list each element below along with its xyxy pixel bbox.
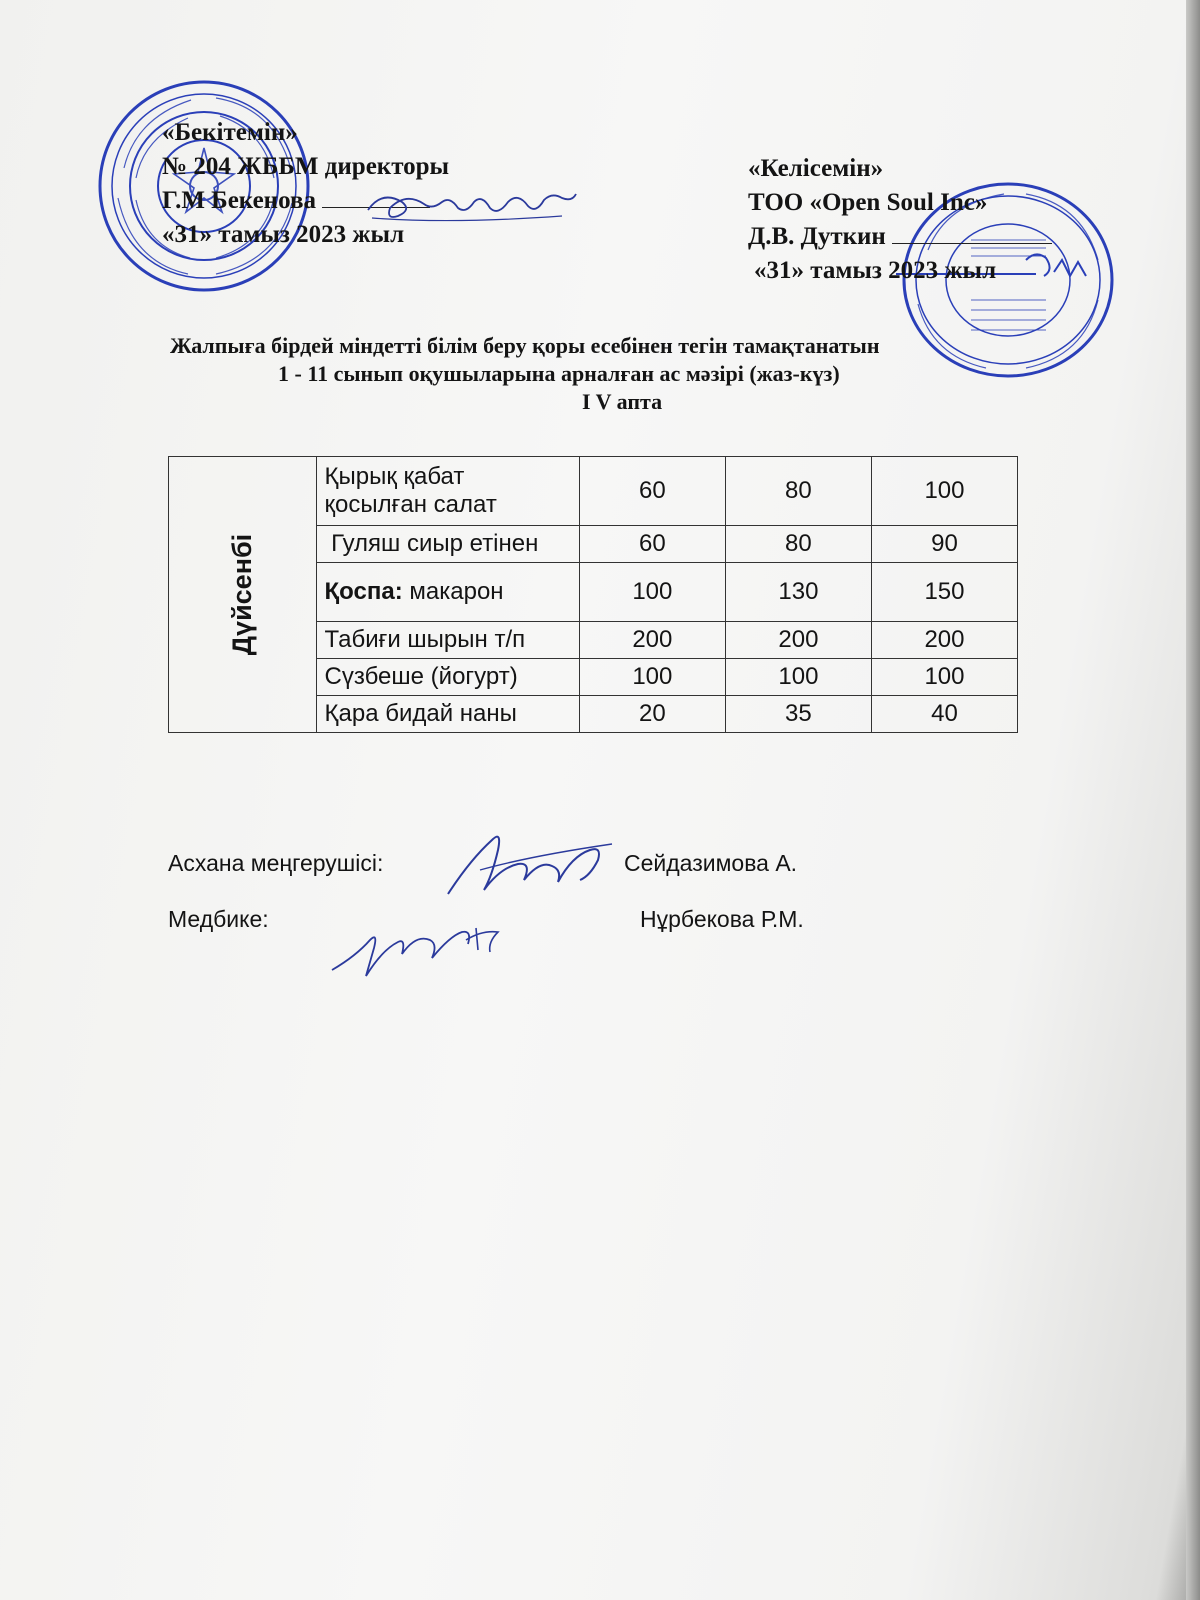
portion-medium: 100 xyxy=(725,659,871,696)
table-row xyxy=(169,457,1018,526)
portion-medium: 35 xyxy=(725,696,871,733)
day-label: Дүйсенбі xyxy=(226,533,257,656)
company-rep-line xyxy=(748,220,1052,254)
company-rep: Д.В. Дуткин xyxy=(748,223,886,250)
dish-prefix: Қоспа: xyxy=(324,578,403,605)
portion-medium: 200 xyxy=(725,622,871,659)
dish-name: Қара бидай наны xyxy=(324,700,517,727)
dish-name: Сүзбеше (йогурт) xyxy=(324,663,518,690)
paper-edge xyxy=(1186,0,1200,1600)
dish-cell xyxy=(316,696,579,733)
dish-cell xyxy=(316,457,579,526)
day-cell xyxy=(169,457,317,733)
dish-cell xyxy=(316,659,579,696)
portion-large: 200 xyxy=(871,622,1017,659)
dish-cell xyxy=(316,526,579,563)
portion-large: 40 xyxy=(871,696,1017,733)
portion-small: 20 xyxy=(579,696,725,733)
company-name: ТОО «Open Soul Inc» xyxy=(748,189,988,216)
dish-name: Табиғи шырын т/п xyxy=(324,626,526,653)
agree-heading: «Келісемін» xyxy=(748,155,884,182)
canteen-manager-role: Асхана меңгерушісі: xyxy=(168,850,384,876)
portion-large: 100 xyxy=(871,457,1017,526)
title-line-1: Жалпыға бірдей міндетті білім беру қоры есебінен тегін тамақтанатын xyxy=(170,333,880,358)
dish-cell xyxy=(316,563,579,622)
portion-small: 60 xyxy=(579,526,725,563)
canteen-manager-signature xyxy=(440,820,620,910)
approval-block-right xyxy=(748,152,1052,288)
approve-date: «31» тамыз 2023 жыл xyxy=(162,221,405,248)
dish-name: макарон xyxy=(402,578,504,605)
portion-large: 150 xyxy=(871,563,1017,622)
dish-name: Қырық қабат қосылған салат xyxy=(324,463,497,518)
portion-small: 100 xyxy=(579,659,725,696)
portion-small: 100 xyxy=(579,563,725,622)
signature-line-right xyxy=(892,221,1052,244)
director-title: № 204 ЖББМ директоры xyxy=(162,153,450,180)
director-name: Г.М Бекенова xyxy=(162,187,316,214)
nurse-role: Медбике: xyxy=(168,906,269,932)
agree-date: «31» тамыз 2023 жыл xyxy=(754,257,997,284)
portion-small: 60 xyxy=(579,457,725,526)
portion-medium: 80 xyxy=(725,457,871,526)
portion-medium: 80 xyxy=(725,526,871,563)
dish-cell xyxy=(316,622,579,659)
title-line-2: 1 - 11 сынып оқушыларына арналған ас мәзірі (жаз-күз) xyxy=(278,361,840,386)
portion-small: 200 xyxy=(579,622,725,659)
nurse-name: Нұрбекова Р.М. xyxy=(640,906,804,932)
menu-table xyxy=(168,456,1018,733)
approve-heading: «Бекітемін» xyxy=(162,119,298,146)
dish-name: Гуляш сиыр етінен xyxy=(324,530,539,557)
nurse-signature xyxy=(326,900,516,990)
portion-medium: 130 xyxy=(725,563,871,622)
week-label: I V апта xyxy=(582,389,663,414)
portion-large: 90 xyxy=(871,526,1017,563)
director-signature xyxy=(362,180,582,230)
portion-large: 100 xyxy=(871,659,1017,696)
canteen-manager-name: Сейдазимова А. xyxy=(624,850,798,876)
document-title xyxy=(170,332,1080,416)
